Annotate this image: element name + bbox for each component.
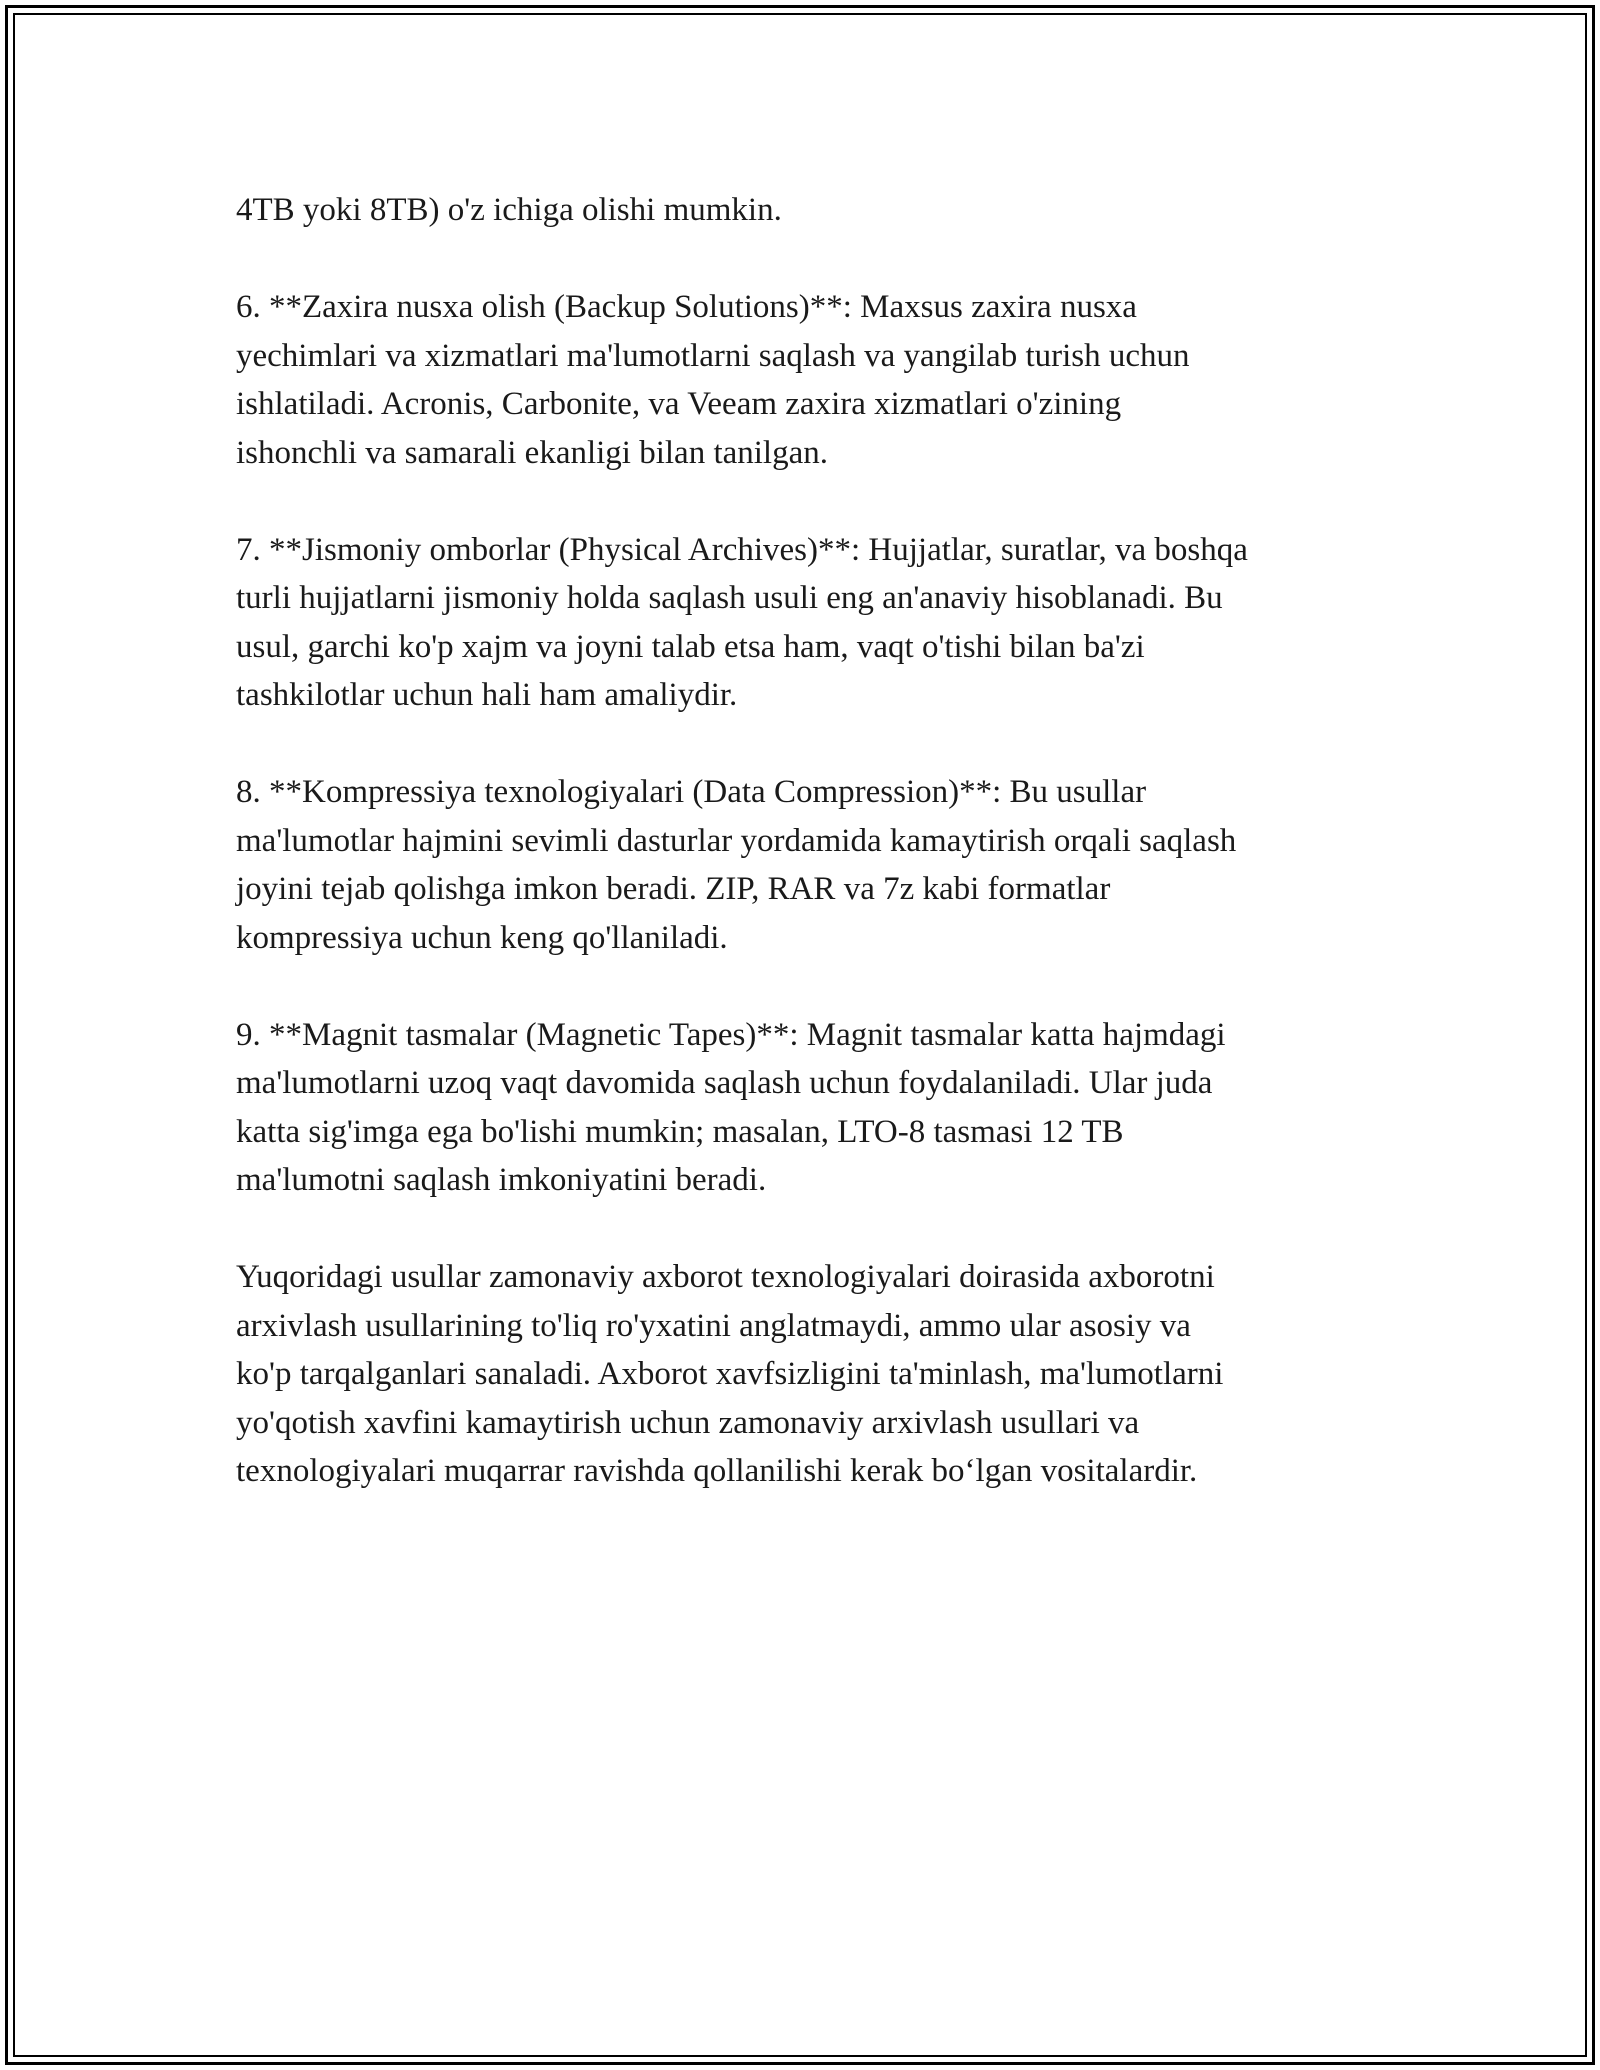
- paragraph-line: ma'lumotlarni uzoq vaqt davomida saqlash uchun foydalaniladi. Ular juda: [236, 1065, 1213, 1101]
- paragraph-line: joyini tejab qolishga imkon beradi. ZIP, RAR va 7z kabi formatlar: [236, 871, 1111, 907]
- paragraph-line: kompressiya uchun keng qo'llaniladi.: [236, 919, 728, 956]
- paragraph-line: 9. **Magnit tasmalar (Magnetic Tapes)**: Magnit tasmalar katta hajmdagi: [236, 1016, 1226, 1053]
- paragraph-line: usul, garchi ko'p xajm va joyni talab etsa ham, vaqt o'tishi bilan ba'zi: [236, 628, 1145, 665]
- paragraph-line: ma'lumotni saqlash imkoniyatini beradi.: [236, 1162, 767, 1198]
- paragraph-continuation: [236, 186, 1386, 235]
- document-body: [236, 186, 1386, 1544]
- paragraph-line: 8. **Kompressiya texnologiyalari (Data Compression)**: Bu usullar: [236, 774, 1147, 810]
- paragraph-line: Yuqoridagi usullar zamonaviy axborot texnologiyalari doirasida axborotni: [236, 1259, 1215, 1295]
- paragraph-line: texnologiyalari muqarrar ravishda qollanilishi kerak bo‘lgan vositalardir.: [236, 1453, 1198, 1489]
- paragraph-item-8-compression: [236, 768, 1386, 962]
- paragraph-line: ishonchli va samarali ekanligi bilan tanilgan.: [236, 434, 829, 471]
- paragraph-line: yechimlari va xizmatlari ma'lumotlarni saqlash va yangilab turish uchun: [236, 337, 1190, 374]
- paragraph-line: arxivlash usullarining to'liq ro'yxatini anglatmaydi, ammo ular asosiy va: [236, 1307, 1191, 1344]
- paragraph-line: ko'p tarqalganlari sanaladi. Axborot xavfsizligini ta'minlash, ma'lumotlarni: [236, 1356, 1224, 1392]
- paragraph-line: ishlatiladi. Acronis, Carbonite, va Veeam zaxira xizmatlari o'zining: [236, 386, 1122, 422]
- paragraph-line: 7. **Jismoniy omborlar (Physical Archives)**: Hujjatlar, suratlar, va boshqa: [236, 531, 1248, 568]
- paragraph-conclusion: [236, 1253, 1386, 1496]
- paragraph-line: ma'lumotlar hajmini sevimli dasturlar yordamida kamaytirish orqali saqlash: [236, 822, 1237, 859]
- paragraph-item-7-physical-archives: [236, 526, 1386, 720]
- paragraph-item-9-magnetic-tapes: [236, 1011, 1386, 1205]
- paragraph-line: 4TB yoki 8TB) o'z ichiga olishi mumkin.: [236, 192, 782, 228]
- paragraph-line: katta sig'imga ega bo'lishi mumkin; masalan, LTO-8 tasmasi 12 TB: [236, 1113, 1124, 1150]
- paragraph-line: yo'qotish xavfini kamaytirish uchun zamonaviy arxivlash usullari va: [236, 1404, 1140, 1441]
- paragraph-line: turli hujjatlarni jismoniy holda saqlash usuli eng an'anaviy hisoblanadi. Bu: [236, 580, 1223, 616]
- paragraph-line: 6. **Zaxira nusxa olish (Backup Solutions)**: Maxsus zaxira nusxa: [236, 289, 1137, 325]
- paragraph-item-6-backup: [236, 283, 1386, 477]
- paragraph-line: tashkilotlar uchun hali ham amaliydir.: [236, 677, 738, 713]
